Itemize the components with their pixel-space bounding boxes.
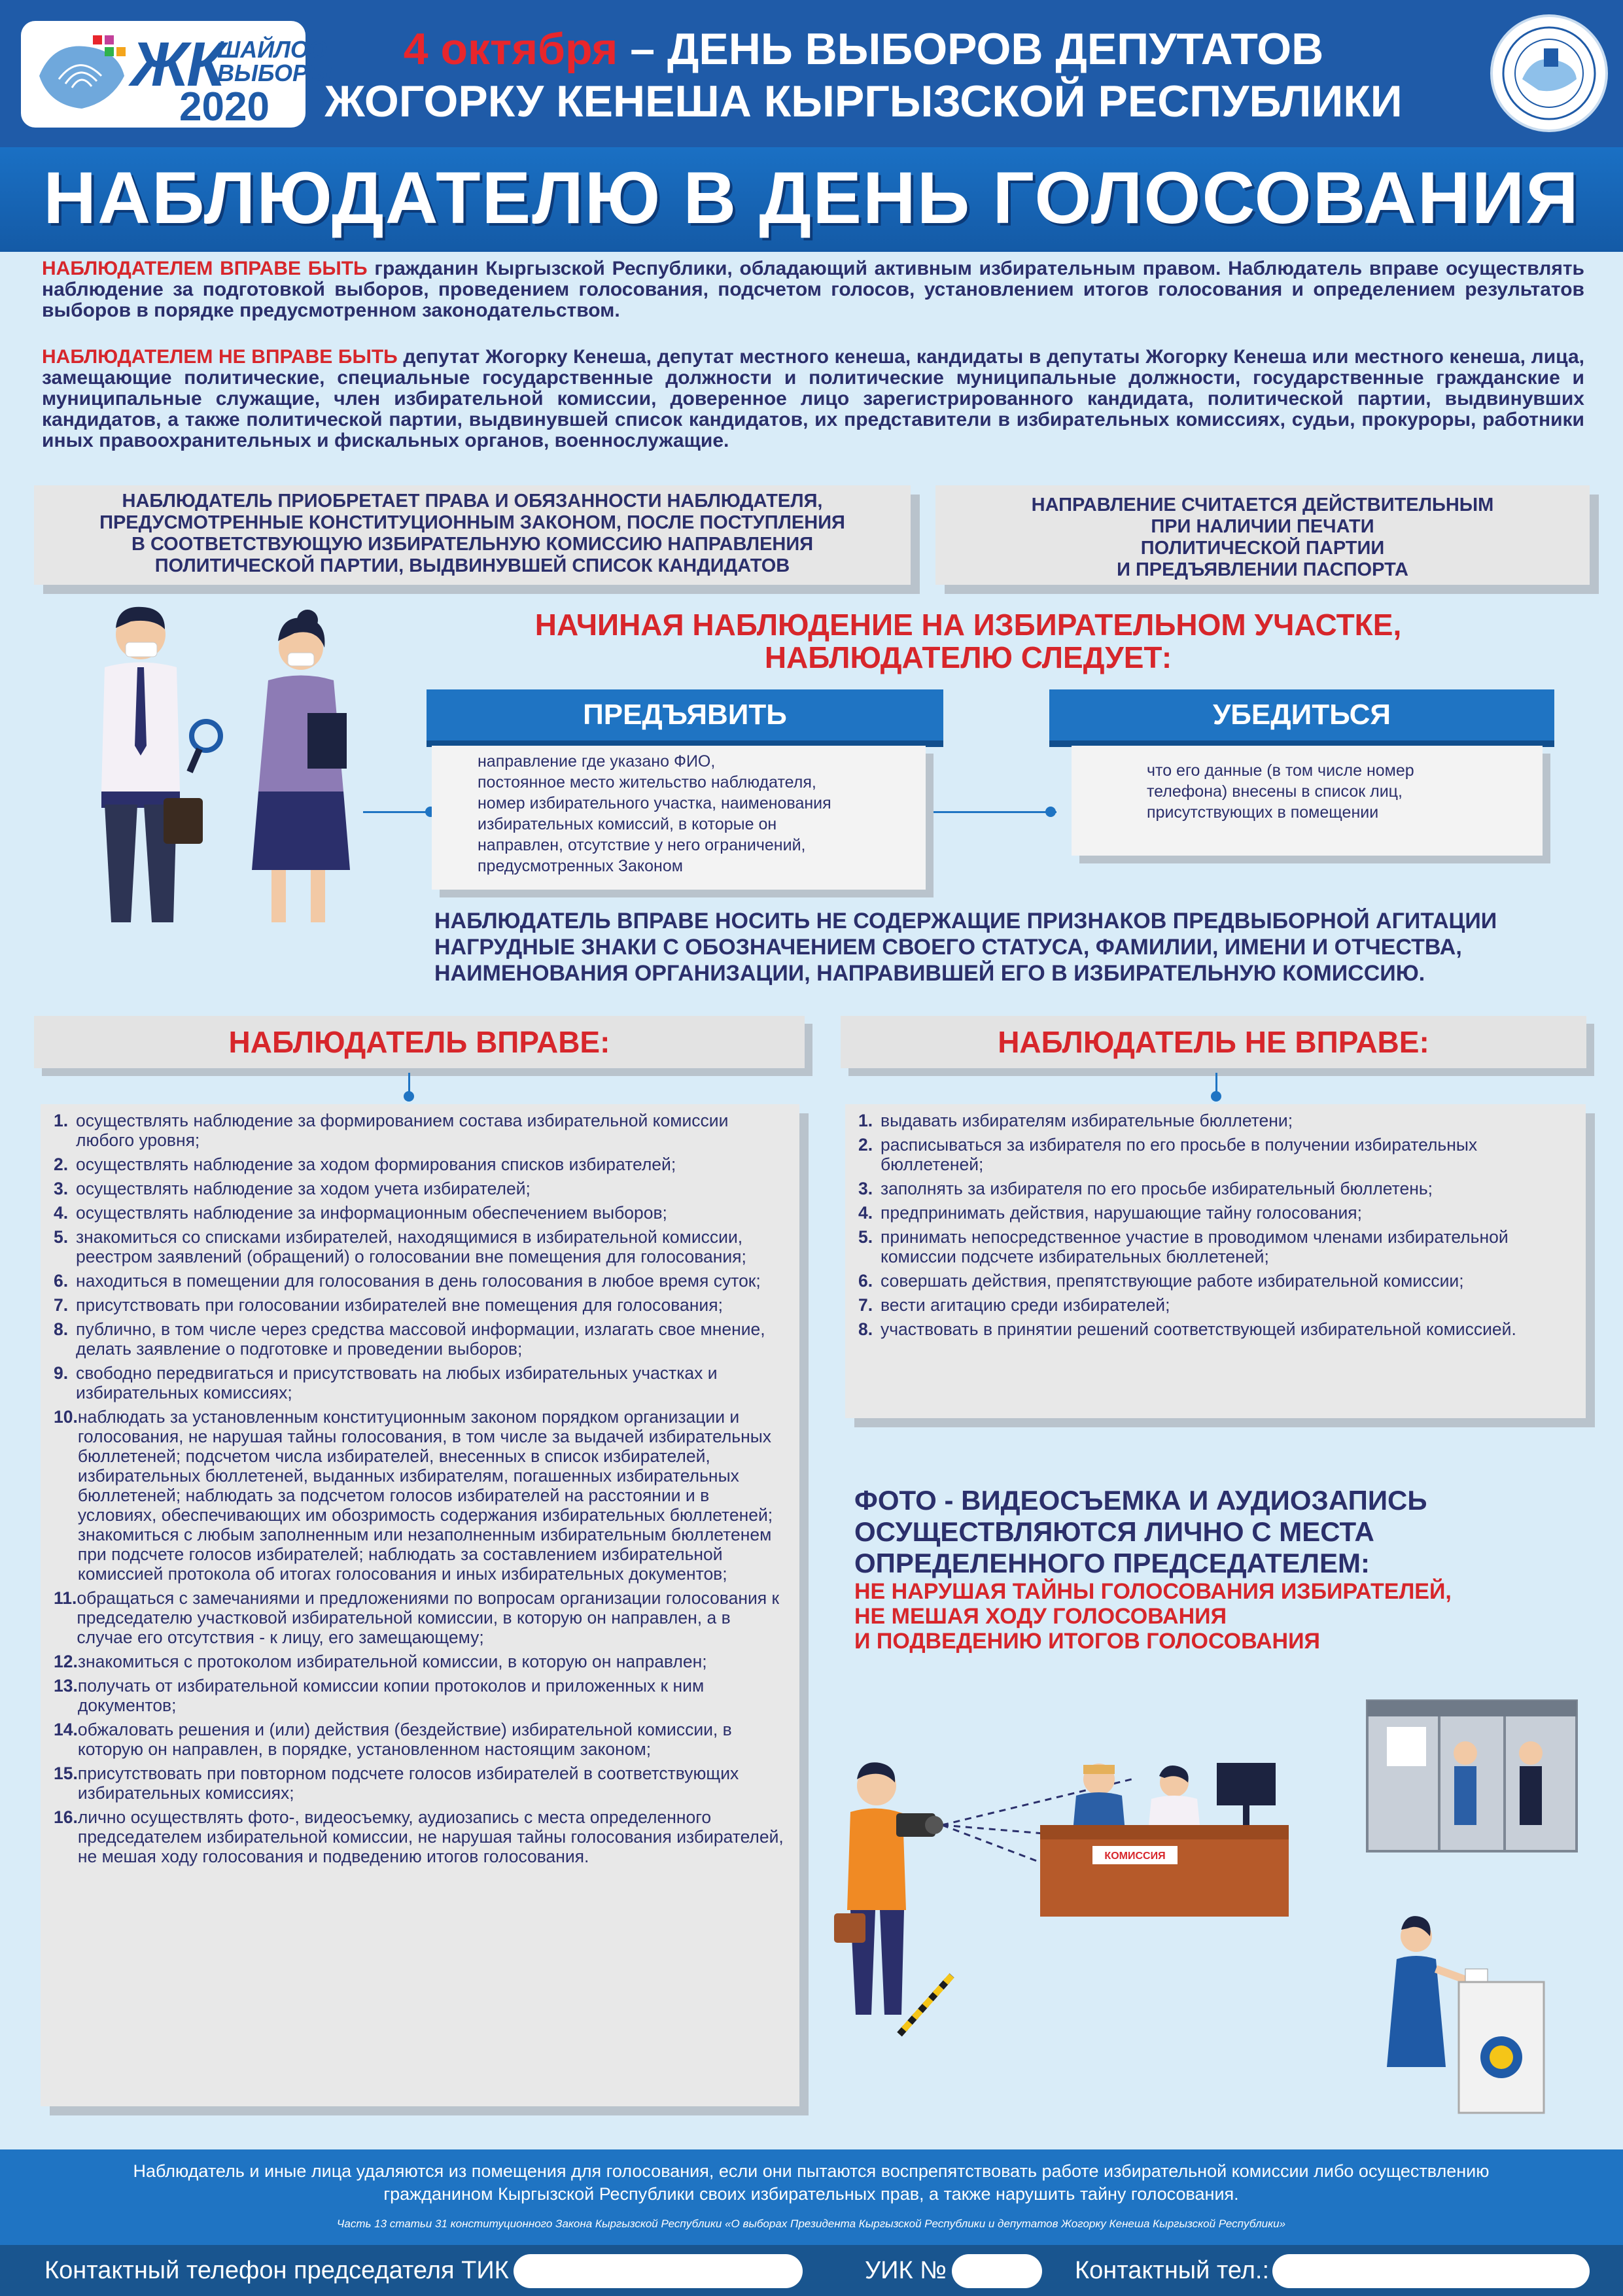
box-right-line: ПОЛИТИЧЕСКОЙ ПАРТИИ: [1140, 538, 1385, 559]
photo-title-line: ОПРЕДЕЛЕННОГО ПРЕДСЕДАТЕЛЕМ:: [854, 1548, 1370, 1578]
page-title: НАБЛЮДАТЕЛЮ В ДЕНЬ ГОЛОСОВАНИЯ: [43, 157, 1580, 239]
removal-rule-line: гражданином Кыргызской Республики своих избирательных прав, а также нарушить тайну голосования.: [383, 2184, 1239, 2204]
uik-number-label: УИК №: [865, 2257, 947, 2284]
tik-phone-label: Контактный телефон председателя ТИК: [44, 2257, 509, 2284]
briefcase-icon: [834, 1913, 865, 1943]
badge-rule-text: [434, 908, 1560, 986]
rights-acquisition-box: [34, 485, 911, 585]
intro-may-not-be: [42, 347, 1584, 451]
observer-may-not-list: [845, 1104, 1586, 1418]
connector-line: [926, 811, 1056, 813]
monitor-icon: [1217, 1763, 1276, 1805]
verify-details-box: [1072, 746, 1543, 856]
present-details-box: [432, 746, 926, 890]
badge-rule-line: НАБЛЮДАТЕЛЬ ВПРАВЕ НОСИТЬ НЕ СОДЕРЖАЩИЕ ПРИЗНАКОВ ПРЕДВЫБОРНОЙ АГИТАЦИИ: [434, 909, 1497, 933]
verify-line: что его данные (в том числе номер: [1147, 761, 1414, 780]
connector-line: [363, 811, 432, 813]
referral-validity-box: [935, 485, 1590, 585]
list-item: 4. осуществлять наблюдение за информационным обеспечением выборов;: [54, 1203, 667, 1223]
observer-may-not-heading: НАБЛЮДАТЕЛЬ НЕ ВПРАВЕ:: [841, 1016, 1586, 1068]
photo-video-conditions: [854, 1579, 1587, 1654]
verify-line: присутствующих в помещении: [1147, 803, 1379, 822]
briefcase-icon: [164, 798, 203, 844]
header-title-line1: [307, 24, 1420, 75]
list-item: 5. принимать непосредственное участие в проводимом членами избирательной комиссии подсчете избирательных бюллетеней;: [858, 1227, 1509, 1266]
logo-word-1: ШАЙЛОО: [217, 36, 327, 63]
present-line: направлен, отсутствие у него ограничений,: [478, 836, 806, 854]
list-item: 4. предпринимать действия, нарушающие тайну голосования;: [858, 1203, 1363, 1223]
removal-rule-line: Наблюдатель и иные лица удаляются из помещения для голосования, если они пытаются воспрепятствовать работе избирательной комиссии либо осуществлению: [133, 2161, 1490, 2181]
photo-sub-line: НЕ МЕШАЯ ХОДУ ГОЛОСОВАНИЯ: [854, 1604, 1227, 1629]
box-left-line: ПОЛИТИЧЕСКОЙ ПАРТИИ, ВЫДВИНУВШЕЙ СПИСОК КАНДИДАТОВ: [154, 555, 790, 576]
present-line: направление где указано ФИО,: [478, 752, 716, 771]
photo-title-line: ОСУЩЕСТВЛЯЮТСЯ ЛИЧНО С МЕСТА: [854, 1516, 1374, 1547]
photo-title-line: ФОТО - ВИДЕОСЪЕМКА И АУДИОЗАПИСЬ: [854, 1485, 1427, 1516]
box-right-line: ПРИ НАЛИЧИИ ПЕЧАТИ: [1151, 516, 1374, 537]
may-be-label: НАБЛЮДАТЕЛЕМ ВПРАВЕ БЫТЬ: [42, 258, 368, 279]
list-item: 3. осуществлять наблюдение за ходом учета избирателей;: [54, 1179, 531, 1198]
connector-dot: [1045, 807, 1056, 817]
list-item: 16. лично осуществлять фото-, видеосъемку, аудиозапись с места определенного председателем избирательной комиссии, не нарушая тайны голосования избирателей, не мешая ходу голосования и подведению итогов голосования.: [54, 1807, 784, 1866]
tik-phone-field[interactable]: [514, 2254, 803, 2288]
cec-emblem-icon: [1490, 14, 1608, 132]
start-observation-title: [497, 608, 1439, 674]
badge-rule-line: НАИМЕНОВАНИЯ ОРГАНИЗАЦИИ, НАПРАВИВШЕЙ ЕГО В ИЗБИРАТЕЛЬНУЮ КОМИССИЮ.: [434, 961, 1425, 986]
list-item: 1. выдавать избирателям избирательные бюллетени;: [858, 1111, 1293, 1130]
header-title-rest: – ДЕНЬ ВЫБОРОВ ДЕПУТАТОВ: [618, 24, 1324, 74]
may-be-text: гражданин Кыргызской Республики, обладающий активным избирательным правом. Наблюдатель вправе осуществлять наблюдение за подготовкой выборов, проведением голосования, подсчетом голосов, установлением итогов голосования и определением результатов выборов в порядке предусмотренном законодательством.: [42, 258, 1584, 321]
election-logo: [21, 21, 332, 130]
contact-phone-label: Контактный тел.:: [1075, 2257, 1270, 2284]
list-item: 5. знакомиться со списками избирателей, находящимися в избирательной комиссии, реестром заявлений (обращений) о голосовании вне помещения для голосования;: [54, 1227, 746, 1266]
may-not-be-label: НАБЛЮДАТЕЛЕМ НЕ ВПРАВЕ БЫТЬ: [42, 346, 398, 368]
list-item: 9. свободно передвигаться и присутствовать на любых избирательных участках и избирательных комиссиях;: [54, 1363, 718, 1402]
magnifier-icon: [192, 722, 220, 750]
intro-may-be: [42, 258, 1584, 321]
present-line: предусмотренных Законом: [478, 857, 683, 875]
present-line: избирательных комиссий, в которые он: [478, 815, 777, 833]
badge-rule-line: НАГРУДНЫЕ ЗНАКИ С ОБОЗНАЧЕНИЕМ СВОЕГО СТАТУСА, ФАМИЛИИ, ИМЕНИ И ОТЧЕСТВА,: [434, 935, 1462, 960]
list-item: 2. расписываться за избирателя по его просьбе в получении избирательных бюллетеней;: [858, 1135, 1478, 1174]
box-left-line: ПРЕДУСМОТРЕННЫЕ КОНСТИТУЦИОННЫМ ЗАКОНОМ, ПОСЛЕ ПОСТУПЛЕНИЯ: [99, 512, 845, 533]
law-citation: Часть 13 статьи 31 конституционного Закона Кыргызской Республики «О выборах Президента Кыргызской Республики и депутатов Жогорку Кенеша Кыргызской Республики»: [336, 2218, 1286, 2230]
logo-word-2: ВЫБОРЫ: [217, 60, 332, 86]
present-heading: ПРЕДЪЯВИТЬ: [427, 689, 943, 740]
election-date: 4 октября: [403, 24, 618, 74]
observer-may-list: [41, 1104, 799, 2106]
list-item: 1. осуществлять наблюдение за формированием состава избирательной комиссии любого уровня;: [54, 1111, 729, 1150]
commission-sign: КОМИССИЯ: [1104, 1851, 1166, 1862]
photo-video-title: [854, 1485, 1587, 1579]
observer-may-heading: НАБЛЮДАТЕЛЬ ВПРАВЕ:: [34, 1016, 805, 1068]
list-item: 2. осуществлять наблюдение за ходом формирования списков избирателей;: [54, 1155, 676, 1174]
may-not-be-text: депутат Жогорку Кенеша, депутат местного кенеша, кандидаты в депутаты Жогорку Кенеша или местного кенеша, лица, замещающие политические, специальные государственные должности и политические муниципальные должности, государственные гражданские и муниципальные служащие, член избирательной комиссии, доверенное лицо зарегистрированного кандидата, политической партии, выдвинувших кандидатов, а также политической партии, выдвинувшей список кандидатов, их представители в избирательных комиссиях, судьи, прокуроры, работники иных правоохранительных и фискальных органов, военнослужащие.: [42, 346, 1584, 451]
verify-line: телефона) внесены в список лиц,: [1147, 782, 1403, 801]
polling-station-illustration: [824, 1701, 1583, 2132]
present-line: постоянное место жительство наблюдателя,: [478, 773, 816, 791]
logo-year: 2020: [179, 84, 270, 130]
list-item: 7. вести агитацию среди избирателей;: [858, 1295, 1170, 1315]
header-title-line2: ЖОГОРКУ КЕНЕША КЫРГЫЗСКОЙ РЕСПУБЛИКИ: [324, 77, 1403, 126]
list-item: 15. присутствовать при повторном подсчете голосов избирателей в соответствующих избирательных комиссиях;: [54, 1764, 739, 1803]
connector-dot: [404, 1091, 414, 1102]
list-item: 10. наблюдать за установленным конституционным законом порядком организации и голосования, не нарушая тайны голосования, в том числе за выдачей избирательных бюллетеней; подсчетом числа избирателей, внесенных в список избирателей, избирательных бюллетеней, выданных избирателям, погашенных избирательных бюллетеней; наблюдать за подсчетом голосов избирателей на расстоянии и в условиях, обеспечивающих им обозримость содержания избирательных бюллетеней; знакомиться с любым заполненным или незаполненным избирательным бюллетенем при подсчете голосов избирателей; наблюдать за составлением избирательной комиссией протокола об итогах голосования и иных избирательных документов;: [54, 1407, 773, 1584]
photo-sub-line: И ПОДВЕДЕНИЮ ИТОГОВ ГОЛОСОВАНИЯ: [854, 1629, 1320, 1654]
box-right-line: НАПРАВЛЕНИЕ СЧИТАЕТСЯ ДЕЙСТВИТЕЛЬНЫМ: [1031, 495, 1494, 515]
list-item: 8. публично, в том числе через средства массовой информации, излагать свое мнение, делать заявление о подготовке и проведении выборов;: [54, 1319, 765, 1359]
removal-rule-text: [26, 2160, 1596, 2206]
verify-heading: УБЕДИТЬСЯ: [1049, 689, 1554, 740]
contact-phone-field[interactable]: [1272, 2254, 1590, 2288]
list-item: 14. обжаловать решения и (или) действия (бездействие) избирательной комиссии, в которую он направлен, в порядке, установленном настоящим законом;: [54, 1720, 732, 1759]
box-left-line: В СООТВЕТСТВУЮЩУЮ ИЗБИРАТЕЛЬНУЮ КОМИССИЮ НАПРАВЛЕНИЯ: [131, 534, 814, 555]
start-title-line: НАЧИНАЯ НАБЛЮДЕНИЕ НА ИЗБИРАТЕЛЬНОМ УЧАСТКЕ,: [534, 608, 1402, 642]
start-title-line: НАБЛЮДАТЕЛЮ СЛЕДУЕТ:: [764, 640, 1172, 674]
uik-number-field[interactable]: [952, 2254, 1042, 2288]
list-item: 13. получать от избирательной комиссии копии протоколов и приложенных к ним документов;: [54, 1676, 705, 1715]
list-item: 3. заполнять за избирателя по его просьбе избирательный бюллетень;: [858, 1179, 1433, 1198]
observers-illustration: [92, 595, 366, 935]
list-item: 6. находиться в помещении для голосования в день голосования в любое время суток;: [54, 1271, 761, 1291]
box-right-line: И ПРЕДЪЯВЛЕНИИ ПАСПОРТА: [1117, 559, 1408, 580]
list-item: 12. знакомиться с протоколом избирательной комиссии, в которую он направлен;: [54, 1652, 707, 1671]
box-left-line: НАБЛЮДАТЕЛЬ ПРИОБРЕТАЕТ ПРАВА И ОБЯЗАННОСТИ НАБЛЮДАТЕЛЯ,: [122, 491, 823, 512]
logo-mark: ЖК: [131, 29, 223, 99]
list-item: 6. совершать действия, препятствующие работе избирательной комиссии;: [858, 1271, 1464, 1291]
present-line: номер избирательного участка, наименования: [478, 794, 831, 812]
list-item: 7. присутствовать при голосовании избирателей вне помещения для голосования;: [54, 1295, 723, 1315]
connector-dot: [1211, 1091, 1221, 1102]
fingerprint-map-icon: [33, 30, 131, 118]
photo-sub-line: НЕ НАРУШАЯ ТАЙНЫ ГОЛОСОВАНИЯ ИЗБИРАТЕЛЕЙ,: [854, 1579, 1452, 1604]
list-item: 11. обращаться с замечаниями и предложениями по вопросам организации голосования к председателю участковой избирательной комиссии, в которую он направлен, а в случае его отсутствия - к лицу, его замещающему;: [54, 1588, 780, 1647]
list-item: 8. участвовать в принятии решений соответствующей избирательной комиссией.: [858, 1319, 1516, 1339]
